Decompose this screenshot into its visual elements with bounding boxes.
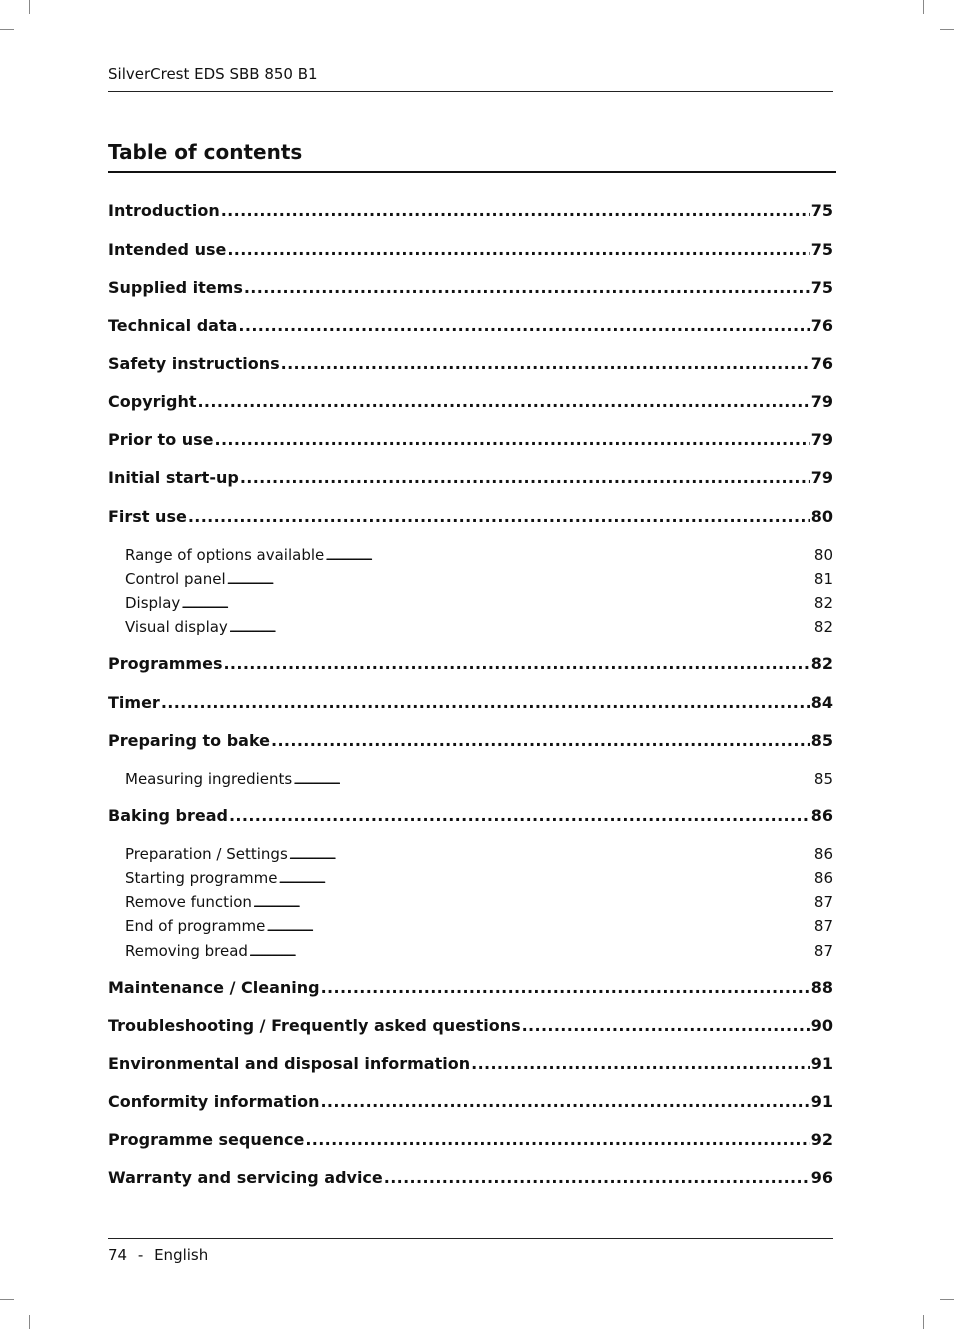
toc-entry-page: 86 [810, 806, 833, 825]
page-title: Table of contents [108, 138, 836, 173]
toc-entry[interactable] [108, 277, 833, 299]
crop-mark [940, 1299, 954, 1300]
toc-entry-label: Environmental and disposal information [108, 1054, 471, 1073]
toc-leader-dots [321, 977, 810, 999]
toc-entry[interactable] [108, 200, 833, 222]
toc-entry-page: 82 [813, 594, 833, 612]
toc-leader-dots [325, 547, 813, 567]
toc-leader-dots [471, 1053, 810, 1075]
page-header [108, 62, 833, 92]
toc-leader-dots [320, 1091, 809, 1113]
toc-leader-dots [161, 692, 810, 714]
toc-entry[interactable] [108, 391, 833, 413]
toc-entry-label: Programme sequence [108, 1130, 305, 1149]
toc-entry[interactable] [108, 805, 833, 827]
toc-leader-dots [181, 595, 813, 615]
toc-entry[interactable] [108, 653, 833, 675]
toc-subentry[interactable] [108, 892, 833, 912]
toc-leader-dots [229, 805, 810, 827]
toc-entry-label: Baking bread [108, 806, 228, 825]
toc-entry-page: 75 [810, 278, 833, 297]
toc-entry-page: 92 [810, 1130, 833, 1149]
toc-leader-dots [227, 239, 809, 261]
toc-entry-label: End of programme [125, 917, 266, 935]
toc-entry-page: 90 [810, 1016, 833, 1035]
toc-subentry[interactable] [108, 916, 833, 936]
toc-entry-label: Supplied items [108, 278, 243, 297]
toc-entry[interactable] [108, 467, 833, 489]
toc-leader-dots [229, 619, 813, 639]
toc-entry-label: Preparation / Settings [125, 845, 288, 863]
toc-entry-page: 91 [810, 1054, 833, 1073]
toc-entry-page: 87 [813, 942, 833, 960]
toc-entry-label: Measuring ingredients [125, 770, 293, 788]
toc-entry-label: Maintenance / Cleaning [108, 978, 320, 997]
toc-entry-label: First use [108, 507, 187, 526]
toc-leader-dots [281, 353, 810, 375]
toc-entry[interactable] [108, 239, 833, 261]
toc-entry-page: 87 [813, 917, 833, 935]
toc-entry-page: 85 [813, 770, 833, 788]
toc-entry-page: 84 [810, 693, 833, 712]
toc-entry-page: 79 [810, 392, 833, 411]
toc-entry-label: Conformity information [108, 1092, 320, 1111]
toc-entry[interactable] [108, 506, 833, 528]
toc-entry-label: Remove function [125, 893, 252, 911]
toc-leader-dots [188, 506, 810, 528]
toc-entry-label: Timer [108, 693, 160, 712]
crop-mark [0, 1299, 14, 1300]
toc-entry[interactable] [108, 1015, 833, 1037]
toc-leader-dots [197, 391, 809, 413]
toc-entry-label: Safety instructions [108, 354, 280, 373]
footer-separator: - [137, 1246, 144, 1264]
toc-entry-label: Range of options available [125, 546, 325, 564]
toc-entry[interactable] [108, 692, 833, 714]
toc-leader-dots [240, 467, 810, 489]
crop-mark [940, 29, 954, 30]
toc-entry-page: 80 [813, 546, 833, 564]
toc-entry-label: Removing bread [125, 942, 248, 960]
toc-entry-page: 85 [810, 731, 833, 750]
toc-subentry[interactable] [108, 593, 833, 613]
toc-entry-page: 96 [810, 1168, 833, 1187]
toc-entry-label: Introduction [108, 201, 220, 220]
footer-language: English [154, 1246, 209, 1264]
toc-entry-page: 82 [810, 654, 833, 673]
toc-entry-page: 76 [810, 316, 833, 335]
crop-mark [923, 0, 924, 14]
toc-leader-dots [266, 918, 813, 938]
toc-subentry[interactable] [108, 545, 833, 565]
toc-entry-label: Warranty and servicing advice [108, 1168, 383, 1187]
crop-mark [29, 0, 30, 14]
toc-entry-label: Initial start-up [108, 468, 239, 487]
toc-leader-dots [249, 943, 813, 963]
toc-entry-page: 82 [813, 618, 833, 636]
toc-leader-dots [293, 771, 813, 791]
toc-leader-dots [238, 315, 809, 337]
toc-entry-label: Intended use [108, 240, 227, 259]
toc-entry-page: 91 [810, 1092, 833, 1111]
page-footer [108, 1238, 833, 1269]
toc-leader-dots [221, 200, 810, 222]
toc-entry[interactable] [108, 429, 833, 451]
toc-entry-page: 75 [810, 240, 833, 259]
toc-entry-label: Copyright [108, 392, 197, 411]
header-text: SilverCrest EDS SBB 850 B1 [108, 65, 318, 83]
crop-mark [923, 1315, 924, 1329]
toc-entry-label: Programmes [108, 654, 223, 673]
footer-page-number: 74 [108, 1246, 128, 1264]
toc-entry-label: Visual display [125, 618, 228, 636]
toc-entry-label: Control panel [125, 570, 226, 588]
toc-subentry[interactable] [108, 844, 833, 864]
toc-entry-page: 86 [813, 845, 833, 863]
toc-entry[interactable] [108, 315, 833, 337]
toc-entry[interactable] [108, 1129, 833, 1151]
toc-subentry[interactable] [108, 617, 833, 637]
toc-leader-dots [223, 653, 809, 675]
toc-entry[interactable] [108, 730, 833, 752]
toc-entry-label: Starting programme [125, 869, 278, 887]
toc-entry-page: 81 [813, 570, 833, 588]
toc-entry[interactable] [108, 353, 833, 375]
toc-entry[interactable] [108, 1091, 833, 1113]
toc-entry-label: Troubleshooting / Frequently asked questions [108, 1016, 521, 1035]
toc-leader-dots [522, 1015, 810, 1037]
toc-leader-dots [244, 277, 810, 299]
toc-leader-dots [305, 1129, 809, 1151]
toc-entry[interactable] [108, 1167, 833, 1189]
toc-entry-page: 79 [810, 430, 833, 449]
toc-subentry[interactable] [108, 868, 833, 888]
toc-leader-dots [289, 846, 813, 866]
toc-entry-label: Technical data [108, 316, 238, 335]
toc-leader-dots [278, 870, 812, 890]
toc-entry-label: Display [125, 594, 181, 612]
toc-entry-label: Preparing to bake [108, 731, 271, 750]
toc-leader-dots [227, 571, 813, 591]
toc-entry-page: 79 [810, 468, 833, 487]
toc-entry-page: 80 [810, 507, 833, 526]
toc-entry-page: 86 [813, 869, 833, 887]
toc-entry-page: 76 [810, 354, 833, 373]
toc-subentry[interactable] [108, 569, 833, 589]
crop-mark [0, 29, 14, 30]
toc-subentry[interactable] [108, 941, 833, 961]
toc-leader-dots [384, 1167, 810, 1189]
crop-mark [29, 1315, 30, 1329]
toc-entry-page: 75 [810, 201, 833, 220]
toc-leader-dots [215, 429, 810, 451]
toc-subentry[interactable] [108, 769, 833, 789]
toc-entry-page: 87 [813, 893, 833, 911]
toc-leader-dots [253, 894, 813, 914]
toc-entry-page: 88 [810, 978, 833, 997]
toc-leader-dots [271, 730, 810, 752]
toc-entry-label: Prior to use [108, 430, 214, 449]
toc-entry[interactable] [108, 1053, 833, 1075]
toc-entry[interactable] [108, 977, 833, 999]
